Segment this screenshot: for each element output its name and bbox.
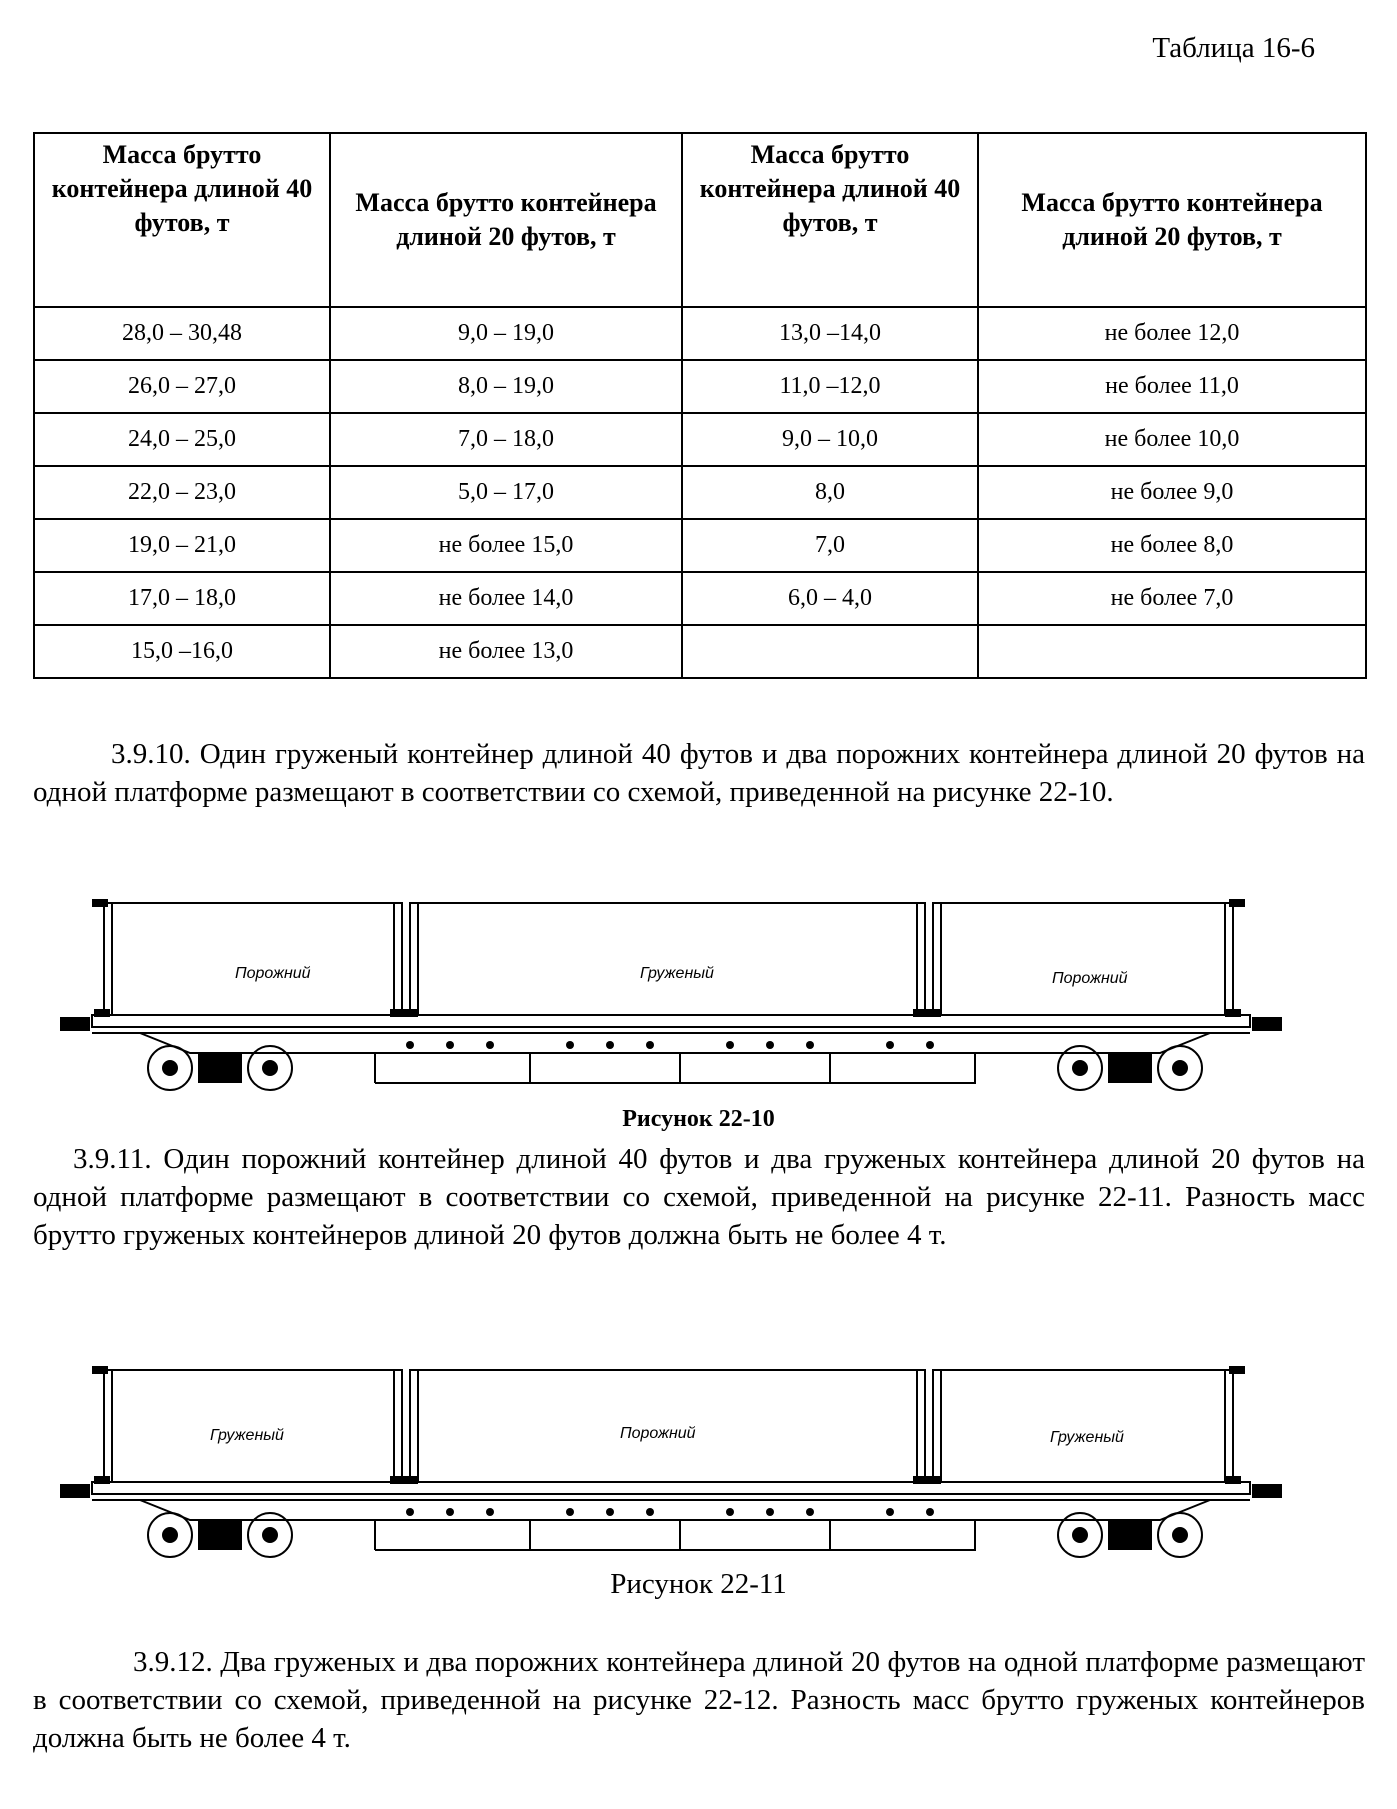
- table-cell: [682, 625, 978, 678]
- table-cell: 8,0 – 19,0: [330, 360, 682, 413]
- paragraph-text: 3.9.11. Один порожний контейнер длиной 40 футов и два груженых контейнера длиной 20 футов на одной платформе размещают в соответствии со схемой, приведенной на рисунке 22-11. Разность масс брутто груженых контейнеров длиной 20 футов должна быть не более 4 т.: [33, 1143, 1365, 1251]
- table-cell: 9,0 – 19,0: [330, 307, 682, 360]
- container-label: Груженый: [640, 965, 714, 982]
- left-bogie: [198, 1053, 242, 1083]
- table-row: [34, 307, 1366, 360]
- table-cell: 26,0 – 27,0: [34, 360, 330, 413]
- paragraph-text: 3.9.10. Один груженый контейнер длиной 40 футов и два порожних контейнера длиной 20 футов на одной платформе размещают в соответствии со схемой, приведенной на рисунке 22-10.: [33, 738, 1365, 808]
- figure-22-10: [50, 893, 1350, 1098]
- table-cell: 11,0 –12,0: [682, 360, 978, 413]
- container-label: Груженый: [210, 1427, 284, 1444]
- paragraph-text: 3.9.12. Два груженых и два порожних контейнера длиной 20 футов на одной платформе размещают в соответствии со схемой, приведенной на рисунке 22-12. Разность масс брутто груженых контейнеров должна быть не более 4 т.: [33, 1646, 1365, 1754]
- right-container-outline: [933, 903, 1233, 1015]
- right-container-outline: [933, 1370, 1233, 1482]
- right-bogie: [1108, 1520, 1152, 1550]
- table-cell: не более 8,0: [978, 519, 1366, 572]
- table-row: [34, 413, 1366, 466]
- table-row: [34, 360, 1366, 413]
- container-label: Порожний: [620, 1425, 696, 1442]
- table-cell: 7,0: [682, 519, 978, 572]
- platform-drawing: [50, 1360, 1350, 1560]
- right-bogie: [1108, 1053, 1152, 1083]
- figure-caption-22-11: Рисунок 22-11: [610, 1568, 787, 1600]
- table-cell: не более 11,0: [978, 360, 1366, 413]
- table-cell: 19,0 – 21,0: [34, 519, 330, 572]
- container-label: Груженый: [1050, 1429, 1124, 1446]
- table-cell: 22,0 – 23,0: [34, 466, 330, 519]
- table-row: [34, 519, 1366, 572]
- table-cell: [978, 625, 1366, 678]
- table-cell: 7,0 – 18,0: [330, 413, 682, 466]
- table-cell: не более 7,0: [978, 572, 1366, 625]
- table-cell: 28,0 – 30,48: [34, 307, 330, 360]
- container-label: Порожний: [235, 965, 311, 982]
- table-row: [34, 466, 1366, 519]
- middle-container-outline: [410, 903, 925, 1015]
- container-label: Порожний: [1052, 970, 1128, 987]
- table-cell: не более 12,0: [978, 307, 1366, 360]
- table-cell: 8,0: [682, 466, 978, 519]
- left-container-outline: [104, 903, 402, 1015]
- left-bogie: [198, 1520, 242, 1550]
- paragraph-3-9-12: [33, 1643, 1365, 1757]
- table-cell: не более 10,0: [978, 413, 1366, 466]
- table-cell: 6,0 – 4,0: [682, 572, 978, 625]
- header-cell: Масса брутто контейнера длиной 40 футов, т: [682, 133, 978, 307]
- table-cell: не более 9,0: [978, 466, 1366, 519]
- table-cell: 17,0 – 18,0: [34, 572, 330, 625]
- table-cell: не более 13,0: [330, 625, 682, 678]
- platform-drawing: [50, 893, 1350, 1093]
- header-cell: Масса брутто контейнера длиной 40 футов, т: [34, 133, 330, 307]
- paragraph-3-9-10: [33, 735, 1365, 811]
- table-cell: 15,0 –16,0: [34, 625, 330, 678]
- table-cell: 13,0 –14,0: [682, 307, 978, 360]
- table-header-row: [34, 133, 1366, 307]
- table-label: Таблица 16-6: [1152, 32, 1315, 64]
- table-cell: не более 15,0: [330, 519, 682, 572]
- table-cell: 9,0 – 10,0: [682, 413, 978, 466]
- mass-table: [33, 132, 1367, 679]
- paragraph-3-9-11: [33, 1140, 1365, 1254]
- table-cell: не более 14,0: [330, 572, 682, 625]
- table-cell: 24,0 – 25,0: [34, 413, 330, 466]
- table-cell: 5,0 – 17,0: [330, 466, 682, 519]
- table-row: [34, 572, 1366, 625]
- header-cell: Масса брутто контейнера длиной 20 футов, т: [978, 133, 1366, 307]
- table-row: [34, 625, 1366, 678]
- figure-22-11: [50, 1360, 1350, 1565]
- left-container-outline: [104, 1370, 402, 1482]
- figure-caption-22-10: Рисунок 22-10: [622, 1106, 775, 1132]
- header-cell: Масса брутто контейнера длиной 20 футов, т: [330, 133, 682, 307]
